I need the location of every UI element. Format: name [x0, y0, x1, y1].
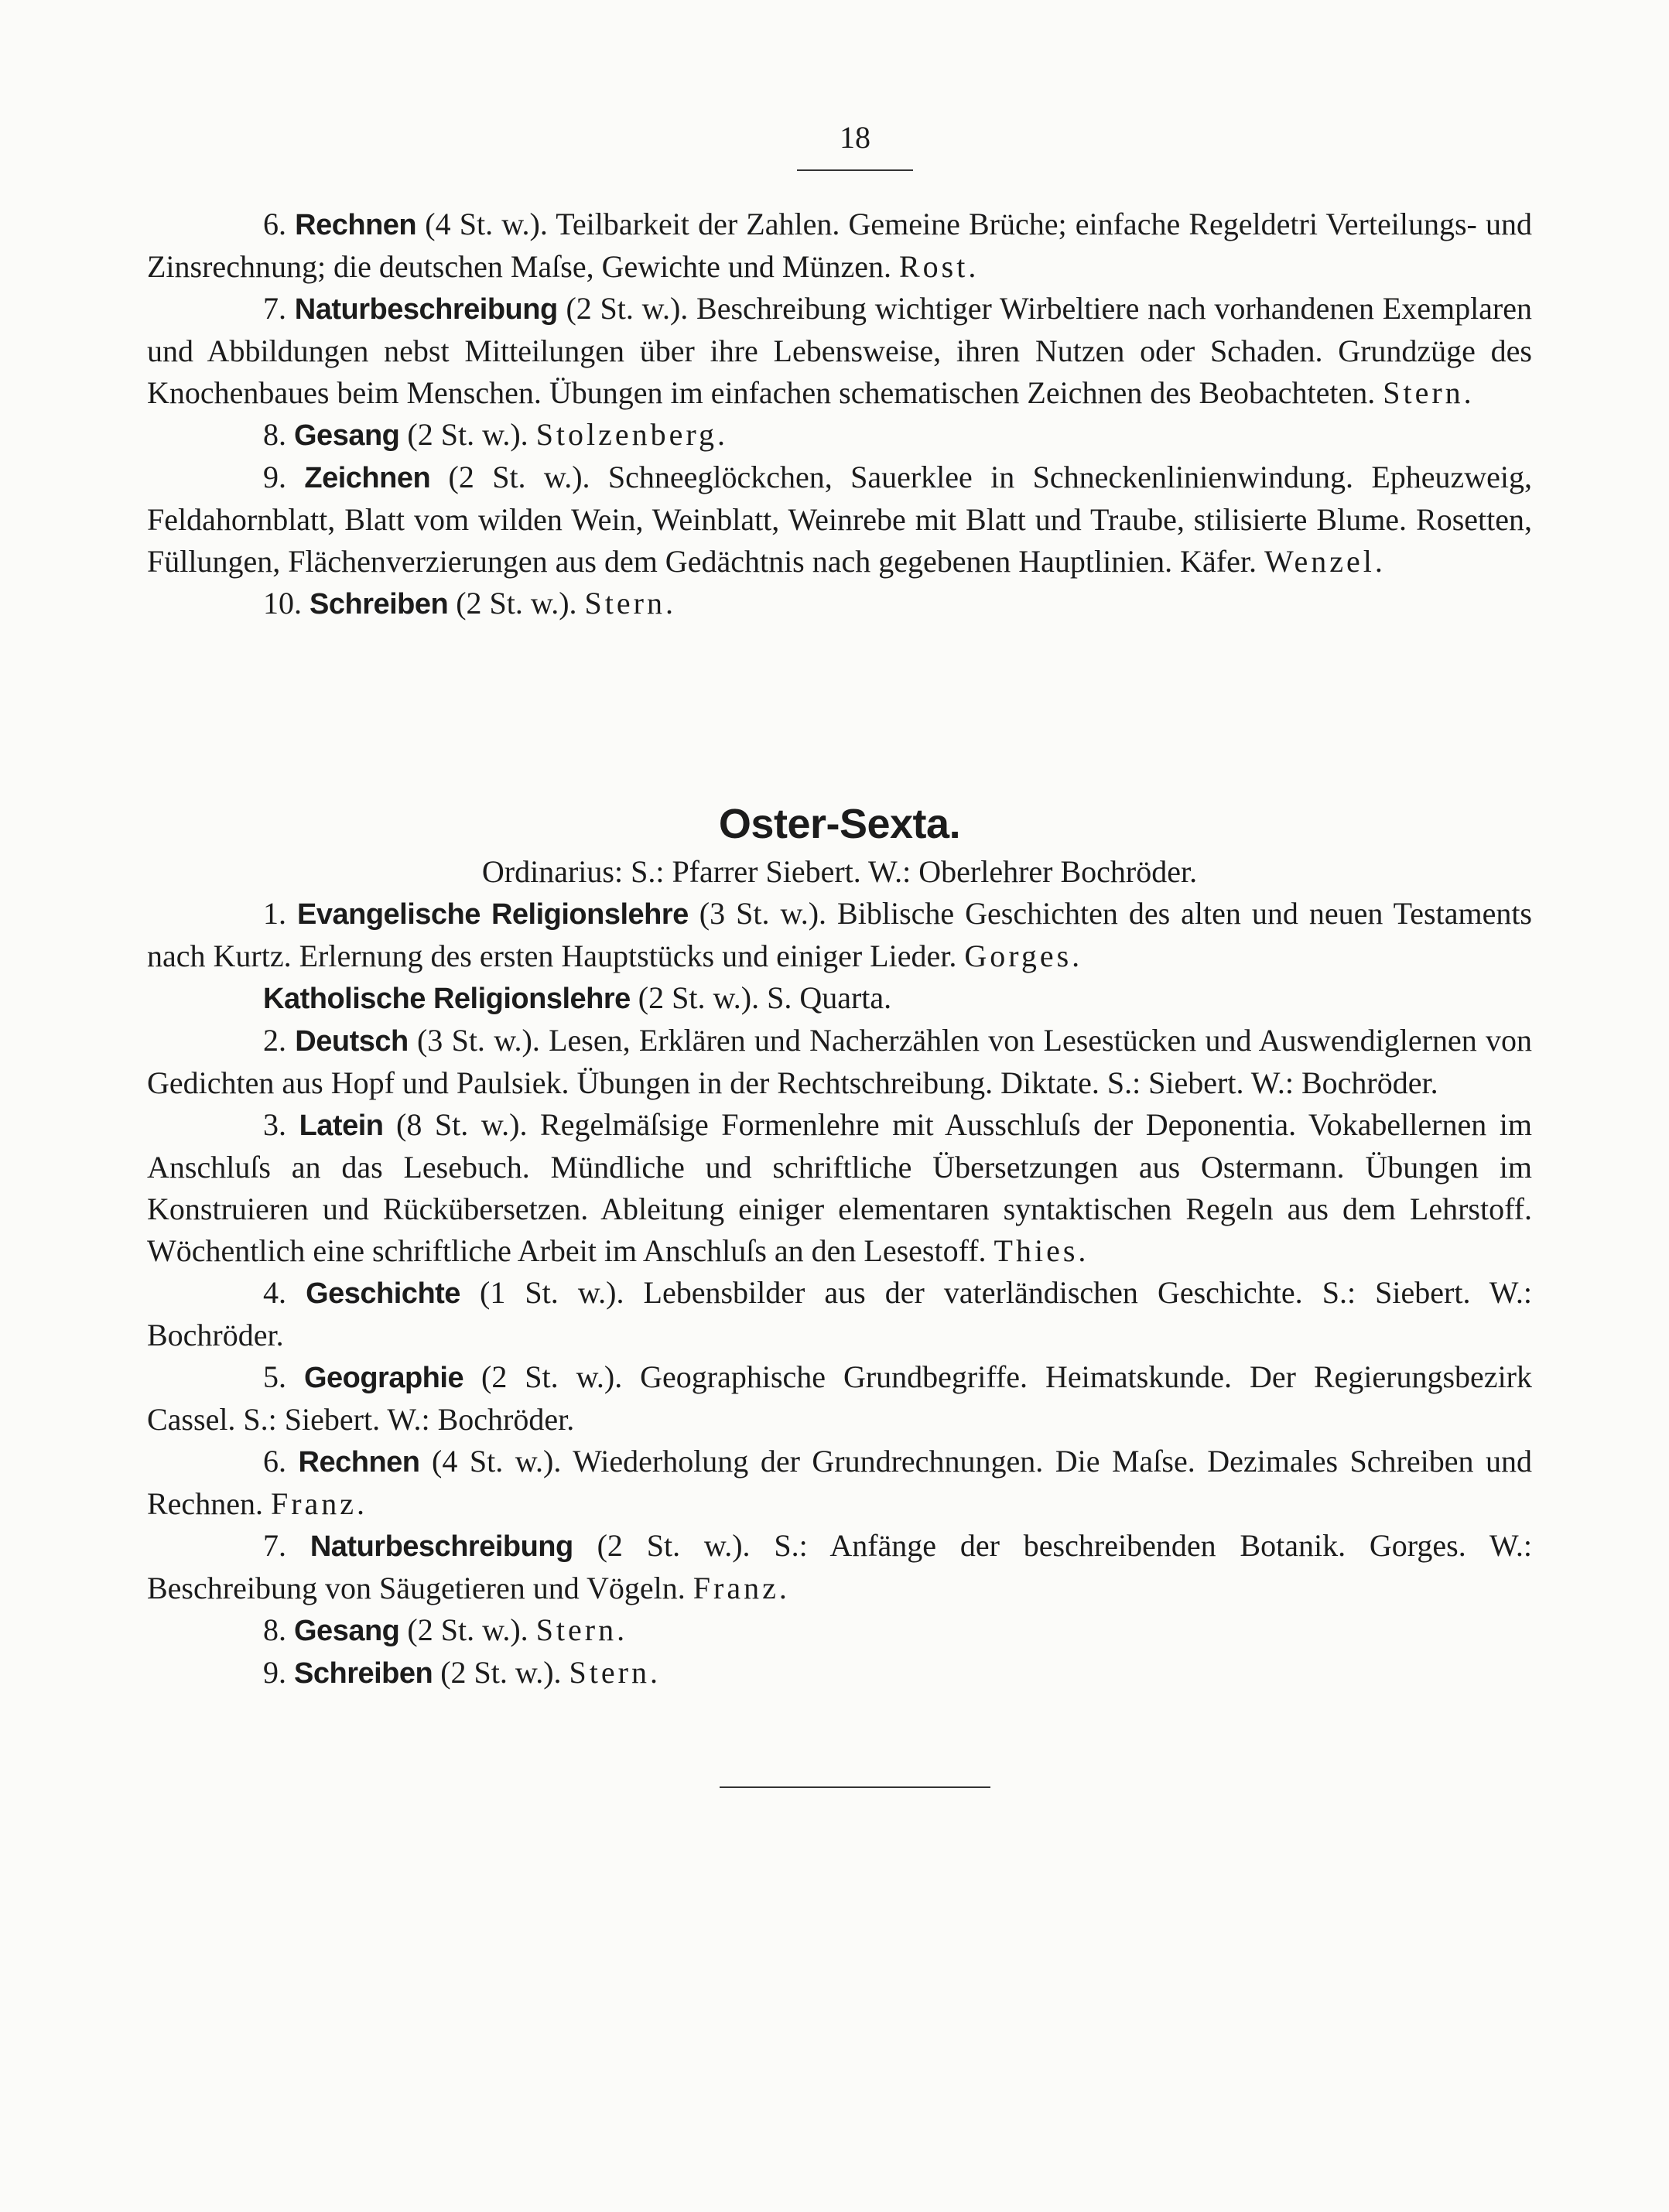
subject-name: Latein — [299, 1109, 384, 1142]
paragraph: 10. Schreiben (2 St. w.). Stern. — [263, 586, 673, 621]
subject-name: Schreiben — [294, 1657, 433, 1690]
page-number-rule — [797, 169, 913, 171]
subject-name: Zeichnen — [304, 462, 431, 494]
page-number: 18 — [840, 120, 870, 155]
subject-name: Geschichte — [306, 1277, 460, 1310]
teacher-name: Franz — [693, 1571, 779, 1605]
paragraph: 8. Gesang (2 St. w.). Stolzenberg. — [263, 417, 726, 452]
subject-name: Rechnen — [298, 1446, 420, 1479]
paragraph: 7. Naturbeschreibung (2 St. w.). Beschreibung wichtiger Wirbeltiere nach vorhandenen Exemplaren und Abbildungen nebst Mitteilungen über ihre Lebensweise, ihren Nutzen oder Schaden. Grundzüge des Knochenbaues beim Menschen. Übungen im einfachen schematischen Zeichnen des Beobachteten. Stern. — [147, 291, 1533, 410]
teacher-name: Franz — [270, 1486, 357, 1521]
paragraph: 8. Gesang (2 St. w.). Stern. — [263, 1612, 625, 1647]
teacher-name: Rost — [898, 249, 969, 284]
section-continued-curriculum — [147, 203, 1532, 625]
subject-name: Schreiben — [310, 588, 449, 621]
paragraph: 7. Naturbeschreibung (2 St. w.). S.: Anfänge der beschreibenden Botanik. Gorges. W.: Beschreibung von Säugetieren und Vögeln. Franz. — [147, 1528, 1533, 1605]
teacher-name: Wenzel — [1264, 544, 1375, 579]
section-heading: Oster-Sexta. — [718, 801, 961, 847]
teacher-name: Gorges — [964, 938, 1072, 973]
teacher-name: Stern — [584, 586, 665, 621]
paragraph: 9. Zeichnen (2 St. w.). Schneeglöckchen, Sauerklee in Schneckenlinienwindung. Epheuzweig, Feldahornblatt, Blatt vom wilden Wein, Weinblatt, Weinrebe mit Blatt und Traube, stilisierte Blume. Rosetten, Füllungen, Flächenverzierungen aus dem Gedächtnis nach gegebenen Hauptlinien. Käfer. Wenzel. — [147, 460, 1533, 579]
teacher-name: Stern — [569, 1655, 650, 1690]
subject-name: Gesang — [294, 419, 400, 452]
paragraph: 2. Deutsch (3 St. w.). Lesen, Erklären und Nacherzählen von Lesestücken und Auswendiglernen von Gedichten aus Hopf und Paulsiek. Übungen in der Rechtschreibung. Diktate. S.: Siebert. W.: Bochröder. — [147, 1023, 1532, 1100]
paragraph: 1. Evangelische Religionslehre (3 St. w.). Biblische Geschichten des alten und neuen Testaments nach Kurtz. Erlernung des ersten Hauptstücks und einiger Lieder. Gorges. — [147, 896, 1532, 973]
paragraph: Katholische Religionslehre (2 St. w.). S. Quarta. — [263, 980, 892, 1015]
end-rule — [720, 1786, 990, 1788]
section-oster-sexta — [147, 797, 1532, 1694]
teacher-name: Stern — [1383, 375, 1464, 410]
paragraph: 6. Rechnen (4 St. w.). Wiederholung der Grundrechnungen. Die Maſse. Dezimales Schreiben und Rechnen. Franz. — [147, 1444, 1532, 1521]
paragraph: 5. Geographie (2 St. w.). Geographische Grundbegriffe. Heimatskunde. Der Regierungsbezirk Cassel. S.: Siebert. W.: Bochröder. — [147, 1359, 1532, 1437]
subject-name: Rechnen — [295, 209, 417, 241]
paragraph: 3. Latein (8 St. w.). Regelmäſsige Formenlehre mit Ausschluſs der Deponentia. Vokabellernen im Anschluſs an das Lesebuch. Mündliche und schriftliche Übersetzungen aus Ostermann. Übungen im Konstruieren und Rückübersetzen. Ableitung einiger elementaren syntaktischen Regeln aus dem Lehrstoff. Wöchentlich eine schriftliche Arbeit im Anschluſs an den Lesestoff. Thies. — [147, 1107, 1533, 1268]
subject-name: Naturbeschreibung — [310, 1530, 573, 1563]
subject-name: Deutsch — [295, 1025, 409, 1058]
paragraph: 9. Schreiben (2 St. w.). Stern. — [263, 1655, 658, 1690]
subject-name: Katholische Religionslehre — [263, 983, 631, 1015]
paragraph: 6. Rechnen (4 St. w.). Teilbarkeit der Zahlen. Gemeine Brüche; einfache Regeldetri Verteilungs- und Zinsrechnung; die deutschen Maſse, Gewichte und Münzen. Rost. — [147, 207, 1533, 284]
teacher-name: Stolzenberg — [535, 417, 718, 452]
teacher-name: Stern — [535, 1612, 617, 1647]
subject-name: Geographie — [303, 1362, 464, 1394]
ordinarius-line: Ordinarius: S.: Pfarrer Siebert. W.: Oberlehrer Bochröder. — [481, 854, 1198, 889]
subject-name: Naturbeschreibung — [294, 293, 558, 326]
teacher-name: Thies — [994, 1233, 1079, 1268]
subject-name: Gesang — [294, 1615, 400, 1647]
subject-name: Evangelische Religionslehre — [297, 898, 689, 931]
paragraph: 4. Geschichte (1 St. w.). Lebensbilder aus der vaterländischen Geschichte. S.: Siebert. W.: Bochröder. — [147, 1275, 1532, 1352]
